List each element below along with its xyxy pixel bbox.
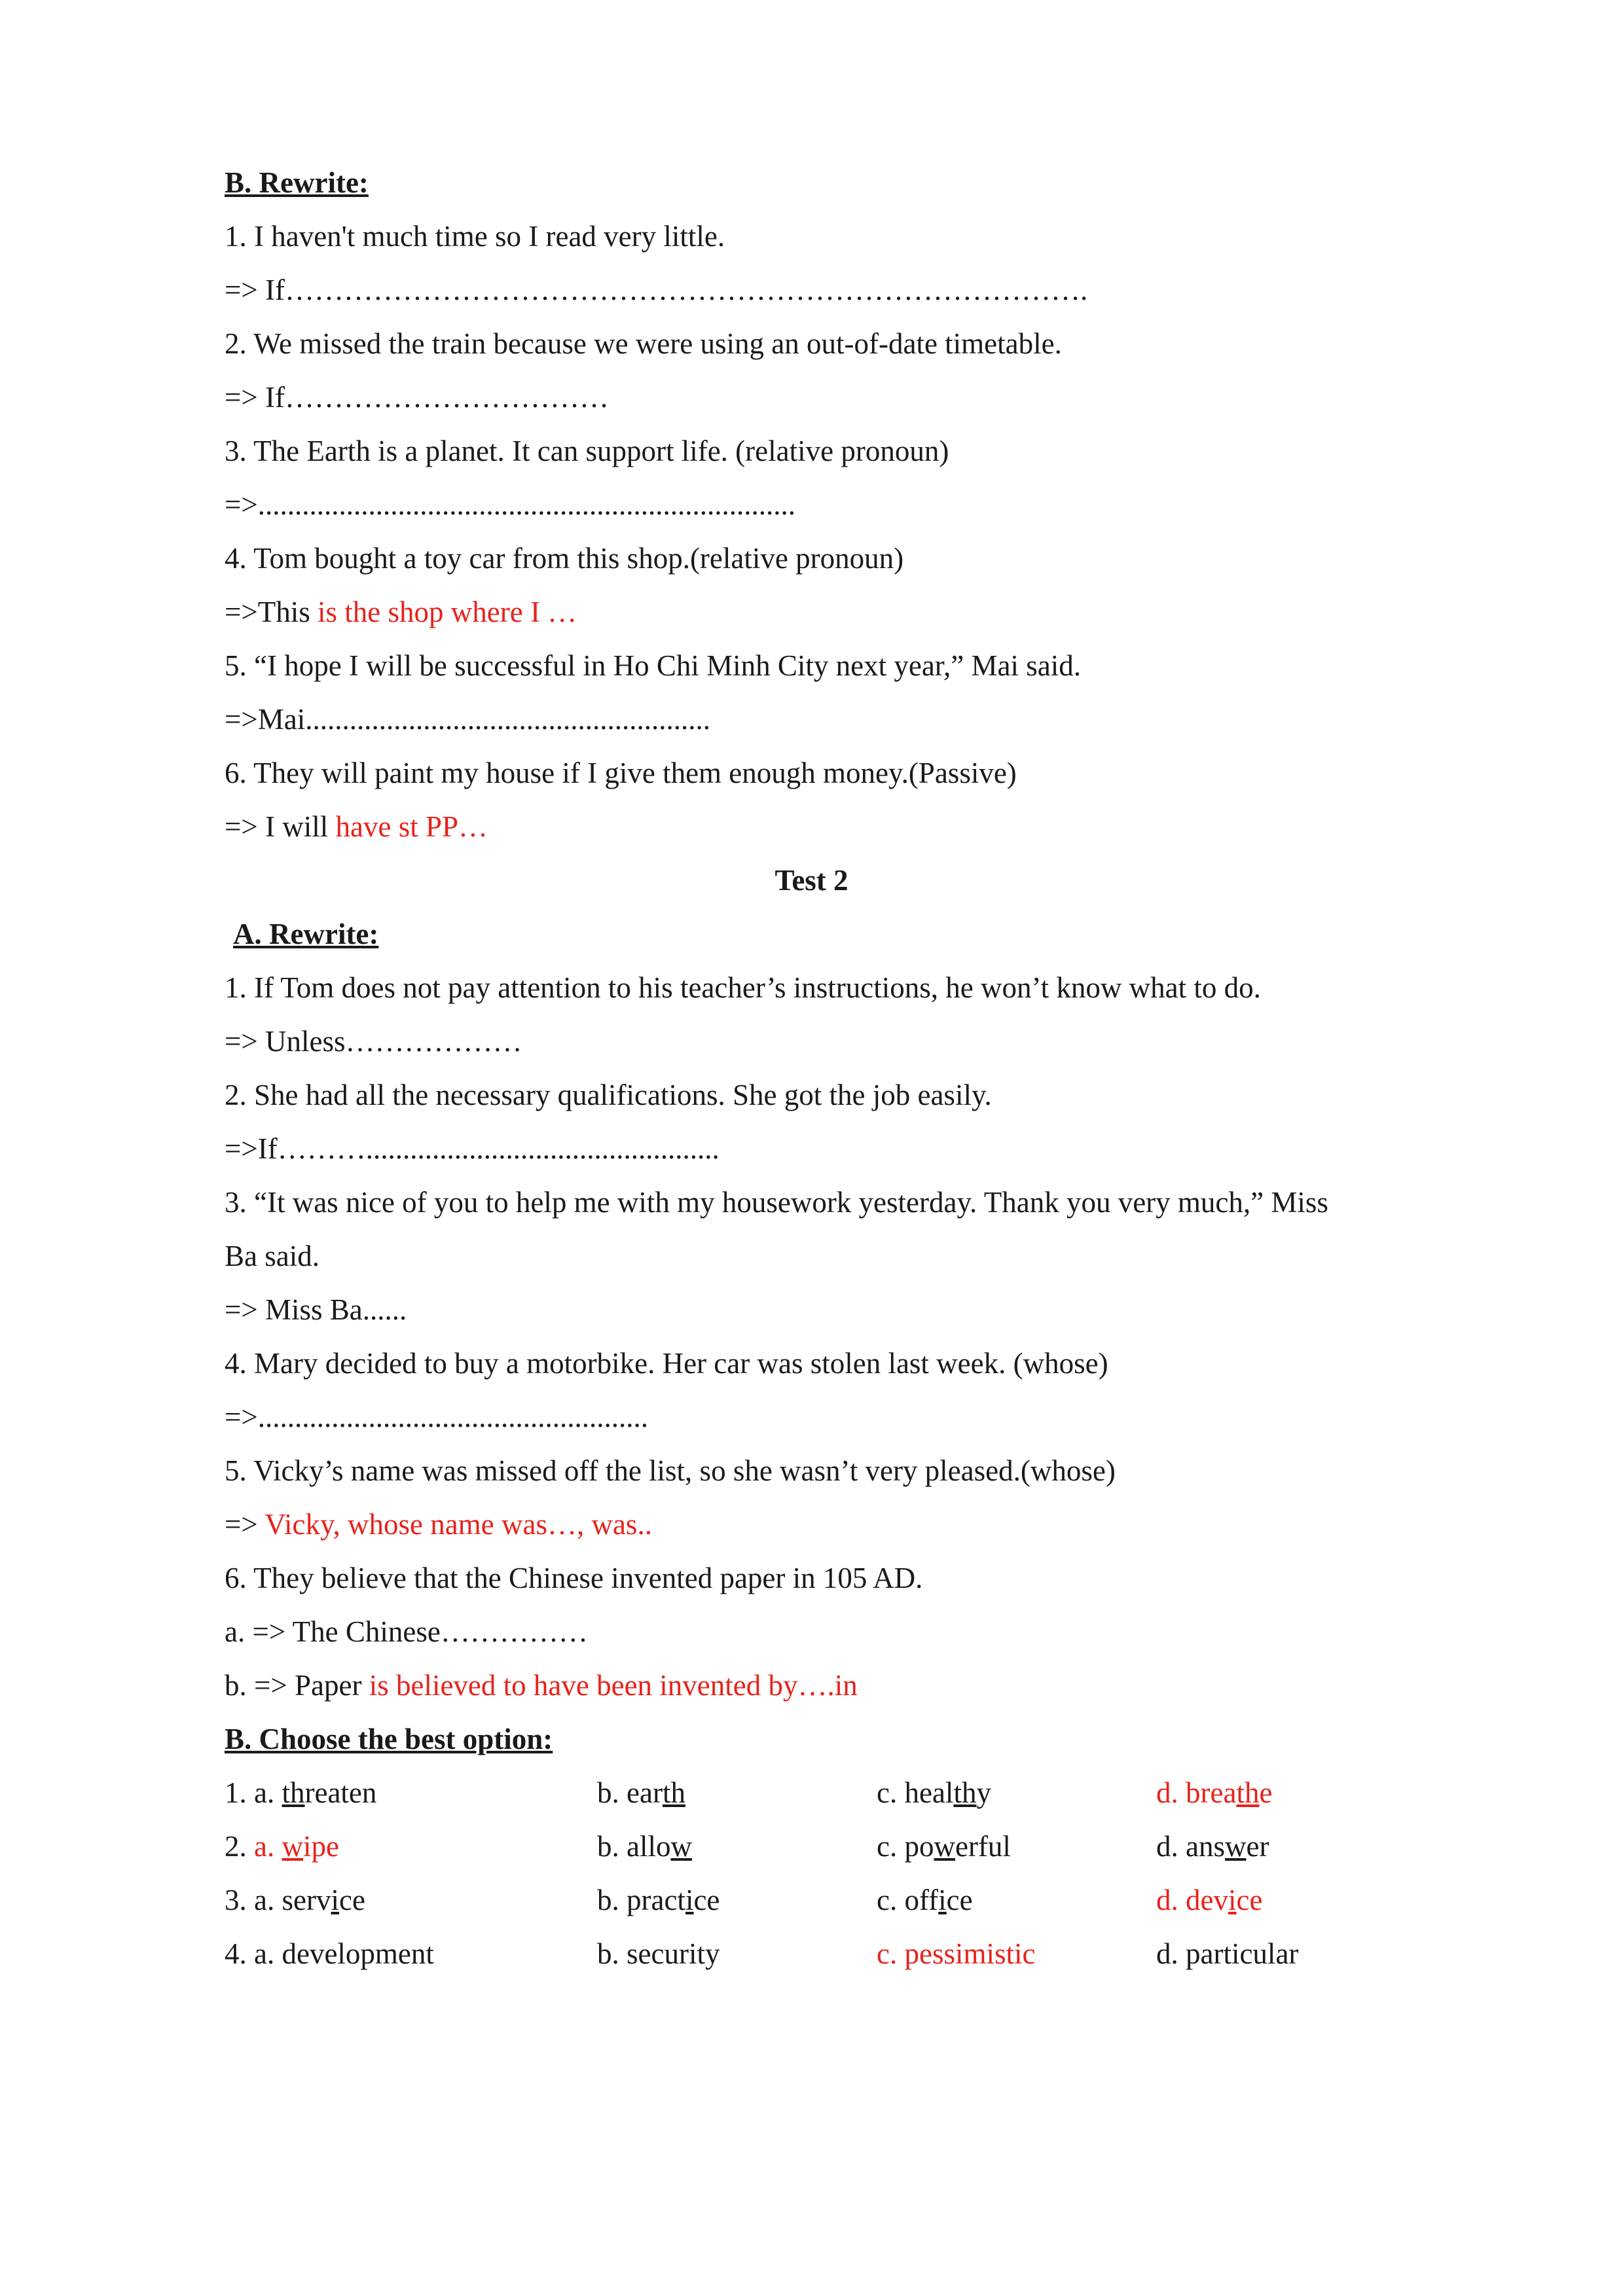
test-title: Test 2 <box>775 864 848 897</box>
answer-line: =>..................................................... <box>225 1401 649 1433</box>
option-b: b. earth <box>597 1776 685 1809</box>
section-choose-heading: B. Choose the best option: <box>225 1723 553 1755</box>
question-text: 4. Mary decided to buy a motorbike. Her car was stolen last week. (whose) <box>225 1347 1108 1380</box>
answer-line: a. => The Chinese…………… <box>225 1615 588 1648</box>
option-b: b. security <box>597 1937 720 1970</box>
option-b: b. practice <box>597 1884 720 1916</box>
option-a: 4. a. development <box>225 1937 434 1970</box>
answer-line: =>Mai....................................................... <box>225 703 710 736</box>
option-d: d. answer <box>1156 1830 1269 1863</box>
option-c-correct: c. pessimistic <box>877 1937 1036 1970</box>
option-a: 1. a. threaten <box>225 1776 377 1809</box>
section-b-heading: B. Rewrite: <box>225 166 369 199</box>
answer-prefix: => <box>225 1508 258 1541</box>
question-text: 2. We missed the train because we were using an out-of-date timetable. <box>225 327 1062 360</box>
question-text: 3. The Earth is a planet. It can support life. (relative pronoun) <box>225 435 949 467</box>
question-text: 2. She had all the necessary qualifications. She got the job easily. <box>225 1079 992 1111</box>
answer-line <box>225 594 577 630</box>
answer-prefix: =>This <box>225 596 310 628</box>
question-text: 6. They believe that the Chinese invented paper in 105 AD. <box>225 1562 923 1594</box>
section-a-heading: A. Rewrite: <box>233 918 379 950</box>
answer-line <box>225 1506 652 1543</box>
answer-hint: have st PP… <box>328 810 488 843</box>
answer-line: => If…………………………… <box>225 381 609 414</box>
answer-line <box>225 1667 858 1704</box>
question-text: 5. “I hope I will be successful in Ho Chi Minh City next year,” Mai said. <box>225 649 1081 682</box>
question-text: 1. I haven't much time so I read very little. <box>225 220 725 253</box>
option-c: c. powerful <box>877 1830 1011 1863</box>
answer-hint: is the shop where I … <box>310 596 577 628</box>
option-d: d. particular <box>1156 1937 1299 1970</box>
answer-line: => Miss Ba...... <box>225 1293 407 1326</box>
answer-line: =>......................................................................... <box>225 488 796 521</box>
question-text-continued: Ba said. <box>225 1240 319 1272</box>
option-a: 3. a. service <box>225 1884 365 1916</box>
answer-hint: is believed to have been invented by….in <box>361 1669 858 1702</box>
answer-prefix: b. => Paper <box>225 1669 362 1702</box>
answer-line: => If………………………………………………………………………. <box>225 274 1088 306</box>
question-text: 4. Tom bought a toy car from this shop.(relative pronoun) <box>225 542 904 575</box>
option-b: b. allow <box>597 1830 692 1863</box>
answer-line <box>225 808 488 845</box>
answer-line: => Unless……………… <box>225 1025 522 1058</box>
question-text: 6. They will paint my house if I give them enough money.(Passive) <box>225 757 1017 789</box>
answer-line: =>If………................................................ <box>225 1132 720 1165</box>
option-a-correct: 2. a. wipe <box>225 1830 339 1863</box>
option-d-correct: d. device <box>1156 1884 1263 1916</box>
question-text: 5. Vicky’s name was missed off the list, so she wasn’t very pleased.(whose) <box>225 1454 1116 1487</box>
option-c: c. healthy <box>877 1776 991 1809</box>
option-d-correct: d. breathe <box>1156 1776 1273 1809</box>
option-c: c. office <box>877 1884 973 1916</box>
question-text: 3. “It was nice of you to help me with my housework yesterday. Thank you very much,” Miss <box>225 1186 1328 1219</box>
answer-prefix: => I will <box>225 810 329 843</box>
question-text: 1. If Tom does not pay attention to his teacher’s instructions, he won’t know what to do. <box>225 971 1261 1004</box>
answer-hint: Vicky, whose name was…, was.. <box>257 1508 652 1541</box>
